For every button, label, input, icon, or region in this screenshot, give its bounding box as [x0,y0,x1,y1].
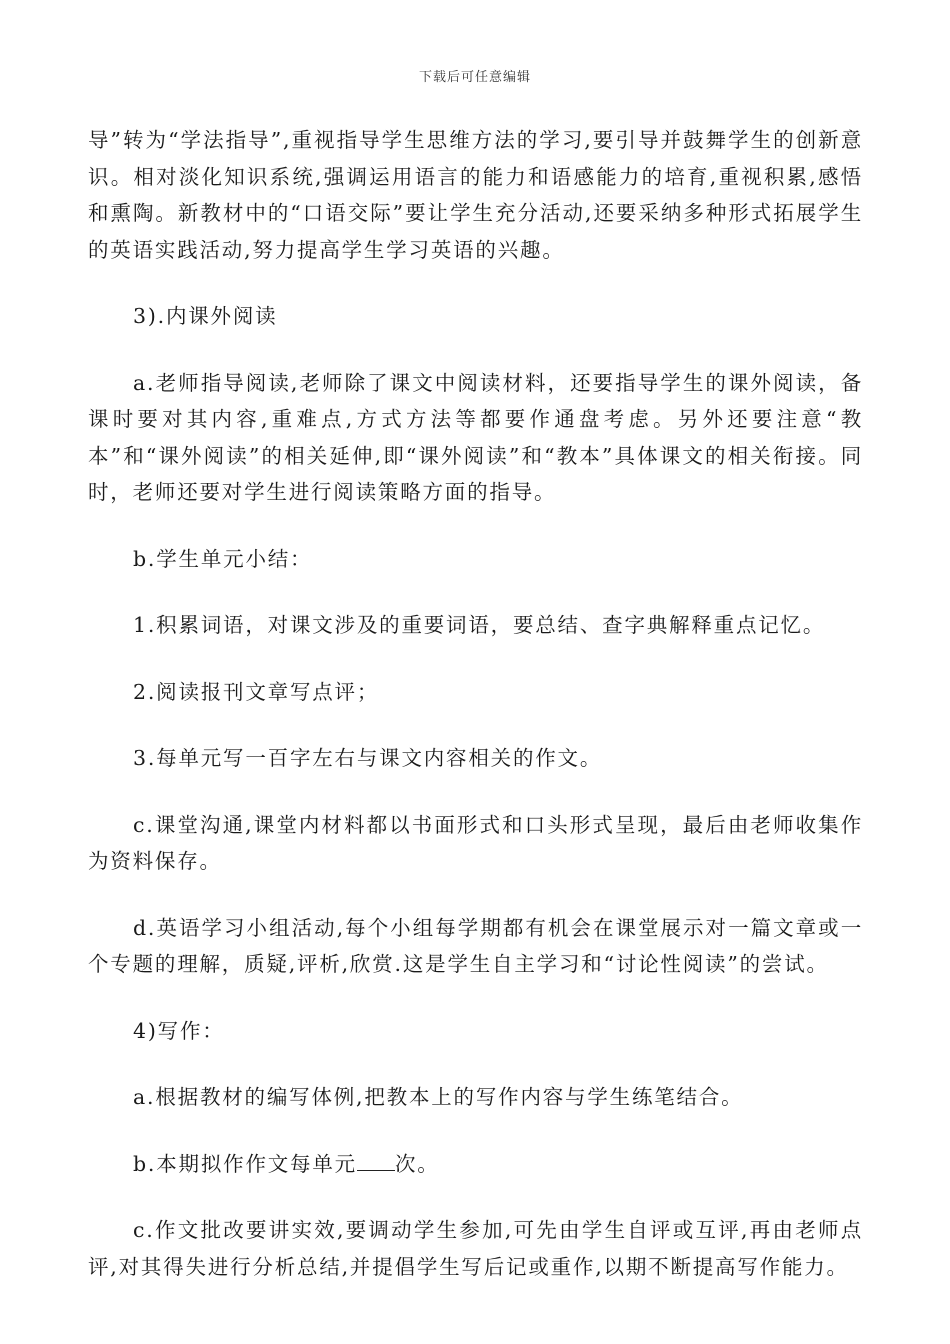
paragraph-unit-summary-heading: b.学生单元小结： [133,546,313,571]
paragraph-classroom-communication: c.课堂沟通,课堂内材料都以书面形式和口头形式呈现，最后由老师收集作为资料保存。 [88,812,863,873]
paragraph-teaching-guidance: 导”转为“学法指导”,重视指导学生思维方法的学习,要引导并鼓舞学生的创新意识。相对淡化知识系统,强调运用语言的能力和语感能力的培育,重视积累,感悟和熏陶。新教材中的“口语交际”要让学生充分活动,还要采纳多种形式拓展学生的英语实践活动,努力提高学生学习英语的兴趣。 [88,128,863,262]
paragraph-writing-frequency [88,1146,863,1183]
paragraph-study-group: d.英语学习小组活动,每个小组每学期都有机会在课堂展示对一篇文章或一个专题的理解，质疑,评析,欣赏.这是学生自主学习和“讨论性阅读”的尝试。 [88,915,863,976]
section-heading-writing: 4)写作： [133,1018,225,1043]
list-item-newspaper-review: 2.阅读报刊文章写点评； [133,679,380,704]
section-heading-reading: 3).内课外阅读 [133,304,278,328]
paragraph-essay-correction: c.作文批改要讲实效,要调动学生参加,可先由学生自评或互评,再由老师点评,对其得失进行分析总结,并提倡学生写后记或重作,以期不断提高写作能力。 [88,1218,863,1279]
document-body [88,122,863,1285]
fill-in-blank [357,1152,395,1171]
page-header-note: 下载后可任意编辑 [418,70,531,85]
paragraph-writing-style: a.根据教材的编写体例,把教本上的写作内容与学生练笔结合。 [133,1085,744,1109]
writing-frequency-prefix: b.本期拟作作文每单元 [133,1151,357,1176]
list-item-unit-composition: 3.每单元写一百字左右与课文内容相关的作文。 [133,746,603,770]
paragraph-teacher-guided-reading: a.老师指导阅读,老师除了课文中阅读材料，还要指导学生的课外阅读，备课时要对其内容,重难点,方式方法等都要作通盘考虑。另外还要注意“教本”和“课外阅读”的相关延伸,即“课外阅读”和“教本”具体课文的相关衔接。同时，老师还要对学生进行阅读策略方面的指导。 [88,370,863,504]
list-item-vocabulary: 1.积累词语，对课文涉及的重要词语，要总结、查字典解释重点记忆。 [133,613,826,637]
writing-frequency-suffix: 次。 [394,1151,440,1176]
